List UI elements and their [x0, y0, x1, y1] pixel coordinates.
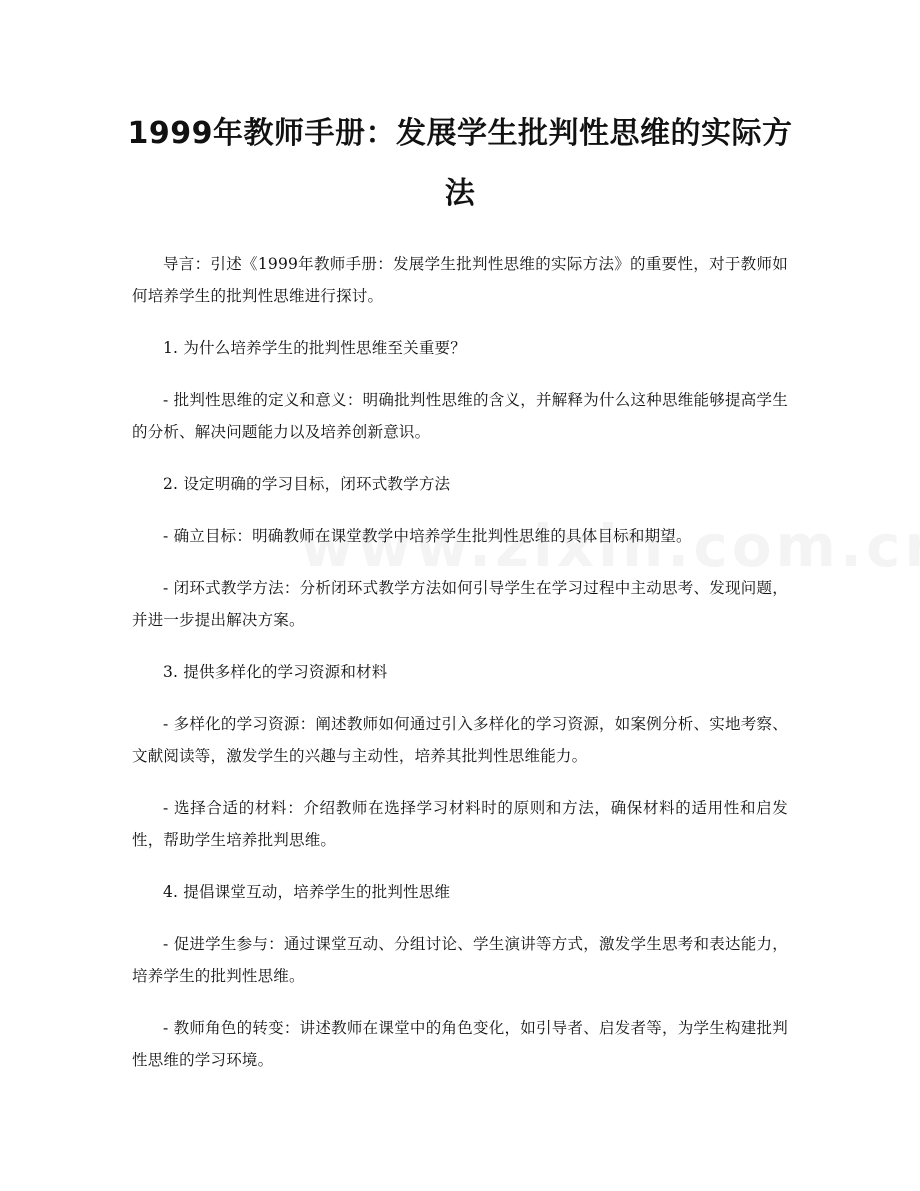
paragraph-4a: - 促进学生参与：通过课堂互动、分组讨论、学生演讲等方式，激发学生思考和表达能力，培养学生的批判性思维。 — [132, 935, 788, 985]
section-heading-3: 3. 提供多样化的学习资源和材料 — [163, 663, 388, 681]
paragraph-2a: - 确立目标：明确教师在课堂教学中培养学生批判性思维的具体目标和期望。 — [163, 527, 692, 545]
paragraph-1a: - 批判性思维的定义和意义：明确批判性思维的含义，并解释为什么这种思维能够提高学生的分析、解决问题能力以及培养创新意识。 — [132, 391, 788, 441]
section-heading-4: 4. 提倡课堂互动，培养学生的批判性思维 — [163, 883, 451, 901]
section-heading-1: 1. 为什么培养学生的批判性思维至关重要？ — [163, 339, 466, 357]
paragraph-intro: 导言：引述《1999年教师手册：发展学生批判性思维的实际方法》的重要性，对于教师如何培养学生的批判性思维进行探讨。 — [132, 255, 788, 305]
paragraph-3a: - 多样化的学习资源：阐述教师如何通过引入多样化的学习资源，如案例分析、实地考察、文献阅读等，激发学生的兴趣与主动性，培养其批判性思维能力。 — [132, 715, 788, 765]
document-title: 1999年教师手册：发展学生批判性思维的实际方法 — [127, 116, 793, 211]
paragraph-2b: - 闭环式教学方法：分析闭环式教学方法如何引导学生在学习过程中主动思考、发现问题，并进一步提出解决方案。 — [132, 579, 788, 629]
document-body — [132, 248, 788, 1096]
paragraph-4b: - 教师角色的转变：讲述教师在课堂中的角色变化，如引导者、启发者等，为学生构建批判性思维的学习环境。 — [132, 1019, 788, 1069]
section-heading-2: 2. 设定明确的学习目标，闭环式教学方法 — [163, 475, 451, 493]
paragraph-3b: - 选择合适的材料：介绍教师在选择学习材料时的原则和方法，确保材料的适用性和启发性，帮助学生培养批判思维。 — [132, 799, 788, 849]
